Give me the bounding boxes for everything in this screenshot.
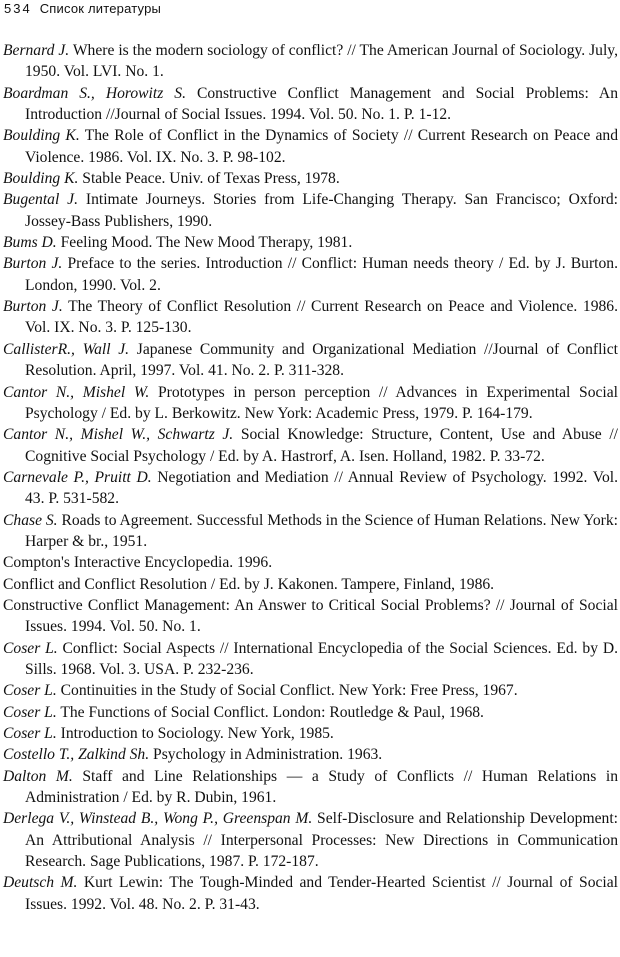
reference-author: Coser L.	[3, 639, 58, 657]
reference-entry	[3, 552, 618, 573]
reference-text: Social Knowledge: Structure, Content, Use and Abuse // Cognitive Social Psychology / Ed. by A. Hastrorf, A. Isen. Holland, 1982. P. 33-72.	[25, 426, 618, 465]
reference-text: Roads to Agreement. Successful Methods in the Science of Human Relations. New York: Harper & br., 1951.	[25, 511, 619, 550]
reference-entry	[3, 680, 618, 701]
reference-entry	[3, 125, 618, 168]
reference-author: Boulding K.	[3, 170, 79, 188]
reference-entry	[3, 510, 618, 553]
reference-entry	[3, 83, 618, 126]
reference-text: Preface to the series. Introduction // Conflict: Human needs theory / Ed. by J. Burton. London, 1990. Vol. 2.	[25, 255, 618, 294]
reference-entry	[3, 872, 618, 915]
reference-author: Dalton M.	[3, 767, 73, 785]
reference-entry	[3, 723, 618, 744]
reference-author: Boardman S., Horowitz S.	[3, 84, 186, 102]
reference-entry	[3, 40, 618, 83]
reference-text: Negotiation and Mediation // Annual Review of Psychology. 1992. Vol. 43. P. 531-582.	[25, 468, 618, 508]
reference-author: Coser L.	[3, 725, 57, 742]
reference-author: Bugental J.	[3, 191, 79, 209]
reference-author: Coser L.	[3, 682, 57, 700]
reference-text: Staff and Line Relationships — a Study of Conflicts // Human Relations in Administration / Ed. by R. Dubin, 1961.	[25, 767, 618, 807]
reference-author: Burton J.	[3, 255, 63, 273]
reference-text: The Functions of Social Conflict. London: Routledge & Paul, 1968.	[60, 703, 484, 721]
reference-author: Burton J.	[3, 298, 63, 316]
reference-entry	[3, 339, 618, 382]
reference-entry	[3, 382, 618, 425]
running-title: Список литературы	[39, 1, 162, 16]
reference-entry	[3, 702, 618, 723]
reference-text: The Role of Conflict in the Dynamics of Society // Current Research on Peace and Violence. 1986. Vol. IX. No. 3. P. 98-102.	[25, 127, 619, 166]
page-number: 534	[4, 1, 32, 16]
reference-entry	[3, 467, 618, 510]
reference-author: Derlega V., Winstead B., Wong P., Greenspan M.	[3, 810, 313, 828]
reference-author: CallisterR., Wall J.	[3, 340, 130, 358]
reference-entry	[3, 574, 618, 595]
reference-entry	[3, 424, 618, 467]
reference-author: Cantor N., Mishel W.	[3, 383, 150, 401]
reference-entry	[3, 253, 618, 296]
reference-text: Where is the modern sociology of conflict? // The American Journal of Sociology. July, 1950. Vol. LVI. No. 1.	[25, 42, 618, 81]
reference-text: Self-Disclosure and Relationship Development: An Attributional Analysis // Interpersonal Processes: New Directions in Communication Research. Sage Publications, 1987. P. 172-187.	[25, 810, 618, 871]
reference-text: The Theory of Conflict Resolution // Current Research on Peace and Violence. 1986. Vol. IX. No. 3. P. 125-130.	[25, 298, 618, 337]
reference-entry	[3, 744, 618, 765]
reference-list	[3, 40, 618, 915]
reference-entry	[3, 296, 618, 339]
reference-author: Boulding K.	[3, 127, 80, 145]
reference-author: Coser L.	[3, 703, 57, 721]
reference-entry	[3, 766, 618, 809]
reference-text: Conflict: Social Aspects // International Encyclopedia of the Social Sciences. Ed. by D. Sills. 1968. Vol. 3. USA. P. 232-236.	[25, 639, 618, 678]
reference-author: Bernard J.	[3, 42, 70, 59]
reference-text: Kurt Lewin: The Tough-Minded and Tender-Hearted Scientist // Journal of Social Issues. 1992. Vol. 48. No. 2. P. 31-43.	[25, 874, 618, 913]
reference-text: Conflict and Conflict Resolution / Ed. by J. Kakonen. Tampere, Finland, 1986.	[3, 575, 495, 593]
reference-text: Prototypes in person perception // Advances in Experimental Social Psychology / Ed. by L. Berkowitz. New York: Academic Press, 1979. P. 164-179.	[25, 383, 618, 422]
reference-author: Cantor N., Mishel W., Schwartz J.	[3, 426, 234, 444]
reference-entry	[3, 168, 618, 189]
running-header	[4, 0, 161, 18]
reference-text: Continuities in the Study of Social Conflict. New York: Free Press, 1967.	[60, 682, 518, 700]
reference-text: Psychology in Administration. 1963.	[153, 746, 383, 764]
reference-author: Chase S.	[3, 511, 58, 529]
reference-entry	[3, 808, 618, 872]
reference-author: Deutsch M.	[3, 874, 78, 892]
reference-text: Intimate Journeys. Stories from Life-Changing Therapy. San Francisco; Oxford: Jossey-Bass Publishers, 1990.	[25, 191, 618, 230]
reference-text: Feeling Mood. The New Mood Therapy, 1981.	[60, 234, 353, 252]
reference-entry	[3, 232, 618, 253]
reference-author: Bums D.	[3, 234, 57, 252]
reference-entry	[3, 638, 618, 681]
reference-text: Compton's Interactive Encyclopedia. 1996.	[3, 554, 273, 572]
reference-entry	[3, 595, 618, 638]
reference-author: Carnevale P., Pruitt D.	[3, 468, 152, 486]
reference-text: Stable Peace. Univ. of Texas Press, 1978.	[82, 170, 340, 188]
reference-text: Introduction to Sociology. New York, 1985.	[60, 725, 334, 742]
reference-text: Constructive Conflict Management and Social Problems: An Introduction //Journal of Social Issues. 1994. Vol. 50. No. 1. P. 1-12.	[25, 84, 618, 124]
reference-author: Costello T., Zalkind Sh.	[3, 746, 150, 764]
reference-entry	[3, 189, 618, 232]
reference-text: Constructive Conflict Management: An Answer to Critical Social Problems? // Journal of Social Issues. 1994. Vol. 50. No. 1.	[3, 596, 618, 636]
reference-text: Japanese Community and Organizational Mediation //Journal of Conflict Resolution. April, 1997. Vol. 41. No. 2. P. 311-328.	[25, 340, 619, 380]
